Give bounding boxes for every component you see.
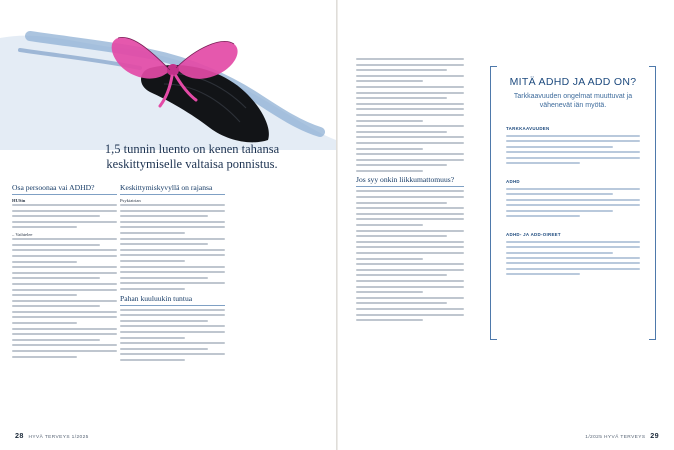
magazine-label: 1/2025 HYVÄ TERVEYS xyxy=(585,435,646,440)
sidebar-paragraph xyxy=(506,117,640,164)
paragraph-start: HUSin xyxy=(12,198,26,203)
paragraph xyxy=(356,125,464,149)
text-line xyxy=(356,170,423,172)
text-line xyxy=(506,252,613,254)
text-line xyxy=(12,294,77,296)
text-line xyxy=(356,314,464,316)
sidebar-paragraph-lead: ADHD- JA ADD-OIREET xyxy=(506,231,561,237)
bow-right-loop xyxy=(176,41,238,78)
text-line xyxy=(12,283,117,285)
text-line xyxy=(356,190,464,192)
text-line xyxy=(120,342,225,344)
sidebar-paragraph xyxy=(506,223,640,275)
text-line xyxy=(356,258,423,260)
text-line xyxy=(356,131,447,133)
paragraph xyxy=(120,342,225,361)
paragraph xyxy=(356,230,464,260)
text-line xyxy=(356,153,464,155)
subhead-rule xyxy=(120,305,225,306)
text-line xyxy=(120,254,225,256)
text-line xyxy=(356,202,447,204)
text-line xyxy=(12,356,77,358)
subhead-liikkumattomuus: Jos syy onkin liikkumattomuus? xyxy=(356,175,455,185)
text-line xyxy=(506,151,640,153)
text-line xyxy=(12,289,117,291)
text-line xyxy=(120,215,208,217)
text-line xyxy=(356,274,447,276)
text-line xyxy=(120,277,208,279)
text-line xyxy=(356,114,464,116)
subhead-rule xyxy=(12,194,117,195)
text-line xyxy=(12,339,100,341)
text-line xyxy=(356,269,464,271)
text-line xyxy=(356,80,423,82)
article-column-2 xyxy=(120,183,225,365)
text-line xyxy=(506,140,640,142)
text-line xyxy=(356,69,447,71)
text-line xyxy=(12,277,100,279)
text-line xyxy=(356,125,464,127)
text-line xyxy=(506,204,640,206)
subhead-keskittymiskyky: Keskittymiskyvyllä on rajansa xyxy=(120,183,213,192)
footer-right xyxy=(585,431,662,440)
text-line xyxy=(12,344,117,346)
text-line xyxy=(12,350,117,352)
paragraph xyxy=(356,190,464,226)
text-line xyxy=(120,325,225,327)
text-line xyxy=(356,230,464,232)
paragraph-start: Psykiatrian xyxy=(120,198,141,203)
text-line xyxy=(12,255,117,257)
text-line xyxy=(356,224,423,226)
article-lead: 1,5 tunnin luento on kenen tahansa keskittymiselle valtaisa ponnistus. xyxy=(104,142,280,171)
text-line xyxy=(12,322,77,324)
text-line xyxy=(506,146,613,148)
paragraph xyxy=(12,328,117,358)
text-line xyxy=(12,215,100,217)
text-line xyxy=(506,215,580,217)
article-column-3 xyxy=(356,58,464,325)
text-line xyxy=(356,246,464,248)
paragraph xyxy=(12,266,117,296)
text-line xyxy=(120,271,225,273)
text-line xyxy=(12,272,117,274)
text-line xyxy=(120,221,225,223)
text-line xyxy=(356,297,464,299)
text-line xyxy=(12,316,117,318)
text-line xyxy=(356,148,423,150)
text-line xyxy=(356,263,464,265)
paragraph xyxy=(356,263,464,293)
text-line xyxy=(356,308,464,310)
paragraph xyxy=(356,86,464,122)
left-page xyxy=(0,0,336,450)
text-line xyxy=(120,309,225,311)
text-line xyxy=(120,260,185,262)
subhead-persoona: Osa persoonaa vai ADHD? xyxy=(12,183,95,192)
paragraph xyxy=(120,238,225,262)
text-line xyxy=(356,58,464,60)
text-line xyxy=(356,286,464,288)
sidebar-title: MITÄ ADHD JA ADD ON? xyxy=(509,76,637,88)
text-line xyxy=(120,348,208,350)
text-line xyxy=(12,221,117,223)
text-line xyxy=(12,210,117,212)
text-line xyxy=(12,333,117,335)
text-line xyxy=(12,244,100,246)
text-line xyxy=(120,243,208,245)
footer-left xyxy=(12,431,89,440)
subhead-rule xyxy=(356,186,464,187)
text-line xyxy=(120,226,225,228)
text-line xyxy=(506,268,640,270)
text-line xyxy=(506,157,640,159)
paragraph xyxy=(120,266,225,290)
text-line xyxy=(356,207,464,209)
text-line xyxy=(506,199,640,201)
text-line xyxy=(356,218,464,220)
text-line xyxy=(12,328,117,330)
text-line xyxy=(120,238,225,240)
sidebar-subtitle: Tarkkaavuuden ongelmat muuttuvat ja vähenevät iän myötä. xyxy=(513,93,633,109)
sidebar-bracket-right xyxy=(649,66,656,340)
text-line xyxy=(356,86,464,88)
paragraph xyxy=(120,309,225,339)
paragraph xyxy=(356,297,464,321)
text-line xyxy=(356,196,464,198)
text-line xyxy=(120,314,225,316)
text-line xyxy=(120,249,225,251)
paragraph-start: – Vaihtelee xyxy=(12,232,33,238)
text-line xyxy=(356,319,423,321)
text-line xyxy=(12,226,77,228)
text-line xyxy=(120,331,225,333)
text-line xyxy=(356,103,464,105)
text-line xyxy=(120,353,225,355)
text-line xyxy=(506,246,640,248)
text-line xyxy=(356,302,447,304)
text-line xyxy=(506,210,613,212)
page-number: 29 xyxy=(650,431,659,440)
sidebar-content xyxy=(506,76,640,281)
text-line xyxy=(356,75,464,77)
text-line xyxy=(356,164,447,166)
text-line xyxy=(120,232,185,234)
text-line xyxy=(120,204,225,206)
text-line xyxy=(506,193,613,195)
text-line xyxy=(356,241,464,243)
text-line xyxy=(356,97,447,99)
text-line xyxy=(506,241,640,243)
paragraph xyxy=(356,153,464,172)
text-line xyxy=(120,266,225,268)
text-line xyxy=(12,204,117,206)
text-line xyxy=(12,300,117,302)
text-line xyxy=(356,280,464,282)
text-line xyxy=(12,261,77,263)
text-line xyxy=(356,252,464,254)
adhd-sidebar xyxy=(490,66,656,338)
sidebar-paragraph-lead: TARKKAAVUUDEN xyxy=(506,126,550,131)
text-line xyxy=(12,266,117,268)
subhead-rule xyxy=(120,194,225,195)
paragraph xyxy=(12,300,117,324)
sidebar-paragraph-lead: ADHD xyxy=(506,178,520,184)
text-line xyxy=(356,92,464,94)
article-column-1 xyxy=(12,183,117,361)
paragraph xyxy=(120,198,225,234)
text-line xyxy=(12,305,100,307)
bow-knot xyxy=(167,64,179,76)
text-line xyxy=(120,288,185,290)
paragraph xyxy=(356,58,464,82)
text-line xyxy=(120,337,185,339)
text-line xyxy=(12,311,117,313)
text-line xyxy=(356,159,464,161)
text-line xyxy=(506,257,640,259)
sidebar-bracket-left xyxy=(490,66,497,340)
sidebar-paragraph xyxy=(506,170,640,217)
text-line xyxy=(506,162,580,164)
text-line xyxy=(506,273,580,275)
text-line xyxy=(356,235,447,237)
text-line xyxy=(120,210,225,212)
text-line xyxy=(356,64,464,66)
hair-bow-illustration xyxy=(0,0,336,150)
subhead-pahan-kuuluu: Pahan kuuluukin tuntua xyxy=(120,293,193,303)
paragraph xyxy=(12,198,117,228)
text-line xyxy=(120,282,225,284)
text-line xyxy=(356,108,464,110)
text-line xyxy=(120,359,185,361)
text-line xyxy=(506,135,640,137)
text-line xyxy=(506,262,640,264)
magazine-label: HYVÄ TERVEYS 1/2025 xyxy=(28,435,89,440)
text-line xyxy=(356,136,464,138)
text-line xyxy=(506,188,640,190)
page-number: 28 xyxy=(15,431,24,440)
text-line xyxy=(356,142,464,144)
text-line xyxy=(12,249,117,251)
paragraph xyxy=(12,232,117,262)
text-line xyxy=(120,320,208,322)
text-line xyxy=(12,238,117,240)
text-line xyxy=(356,291,423,293)
text-line xyxy=(356,120,423,122)
text-line xyxy=(356,213,464,215)
